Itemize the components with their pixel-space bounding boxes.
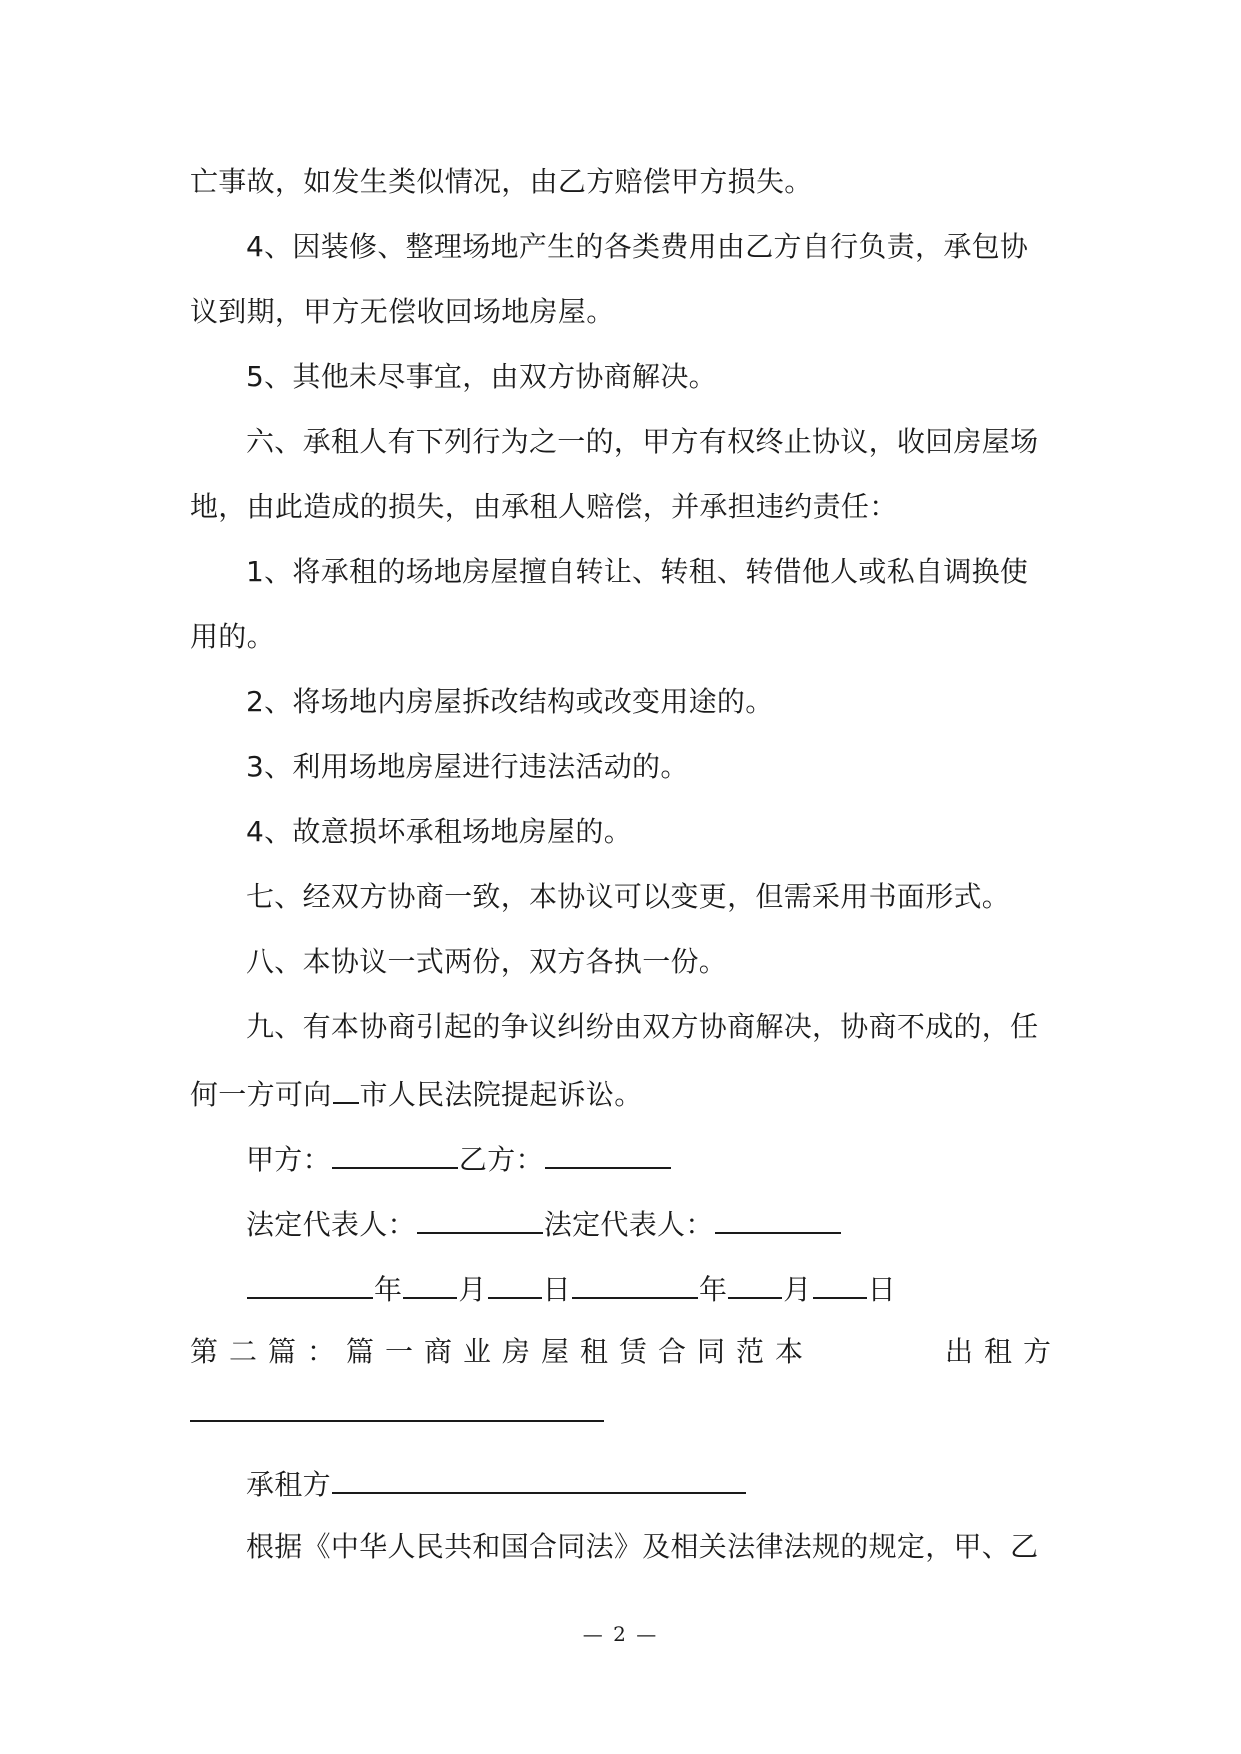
- party-a-label: 甲方：: [246, 1143, 331, 1176]
- signature-parties-line: [246, 1137, 672, 1180]
- section-title-row: [190, 1332, 1062, 1372]
- year-a-blank: [247, 1267, 373, 1299]
- section-title: 第二篇：篇一商业房屋租赁合同范本: [190, 1335, 815, 1368]
- rep-b-label: 法定代表人：: [543, 1208, 714, 1241]
- lessor-label: 出租方: [944, 1335, 1062, 1368]
- court-blank: [333, 1072, 359, 1104]
- rep-a-label: 法定代表人：: [246, 1208, 416, 1241]
- month-label: 月: [783, 1273, 812, 1306]
- paragraph-line: 3、利用场地房屋进行违法活动的。: [246, 750, 689, 783]
- lessee-label: 承租方: [246, 1468, 331, 1501]
- paragraph-line: 九、有本协商引起的争议纠纷由双方协商解决，协商不成的，任: [246, 1010, 1039, 1043]
- lessee-line: [246, 1462, 747, 1505]
- paragraph-line: 地，由此造成的损失，由承租人赔偿，并承担违约责任：: [190, 490, 898, 523]
- paragraph-line: 4、故意损坏承租场地房屋的。: [246, 815, 633, 848]
- party-b-label: 乙方：: [458, 1143, 544, 1176]
- paragraph-line: 七、经双方协商一致，本协议可以变更，但需采用书面形式。: [246, 880, 1011, 913]
- page-number: — 2 —: [582, 1622, 659, 1646]
- paragraph-line: 4、因装修、整理场地产生的各类费用由乙方自行负责，承包协: [246, 230, 1029, 263]
- paragraph-line: 5、其他未尽事宜，由双方协商解决。: [246, 360, 717, 393]
- month-a-blank: [403, 1267, 457, 1299]
- day-label: 日: [867, 1273, 896, 1306]
- rep-b-blank: [715, 1202, 841, 1234]
- paragraph-line: 八、本协议一式两份，双方各执一份。: [246, 945, 728, 978]
- month-label: 月: [458, 1273, 487, 1306]
- paragraph-line: 用的。: [190, 620, 275, 653]
- paragraph-line: 议到期，甲方无偿收回场地房屋。: [190, 295, 615, 328]
- paragraph-line: 根据《中华人民共和国合同法》及相关法律法规的规定，甲、乙: [246, 1530, 1039, 1563]
- paragraph-line: 六、承租人有下列行为之一的，甲方有权终止协议，收回房屋场: [246, 425, 1039, 458]
- signature-date-line: [246, 1267, 896, 1310]
- lessee-blank: [332, 1462, 746, 1494]
- paragraph-line: 亡事故，如发生类似情况，由乙方赔偿甲方损失。: [190, 165, 813, 198]
- day-a-blank: [488, 1267, 542, 1299]
- day-label: 日: [542, 1273, 571, 1306]
- month-b-blank: [728, 1267, 782, 1299]
- party-a-blank: [332, 1137, 458, 1169]
- year-label: 年: [374, 1273, 403, 1306]
- paragraph-line: [190, 1072, 643, 1115]
- signature-reps-line: [246, 1202, 842, 1245]
- rep-a-blank: [417, 1202, 543, 1234]
- paragraph-line: 2、将场地内房屋拆改结构或改变用途的。: [246, 685, 774, 718]
- year-label: 年: [698, 1273, 728, 1306]
- lessor-blank: [190, 1420, 604, 1422]
- party-b-blank: [545, 1137, 671, 1169]
- paragraph-text: 市人民法院提起诉讼。: [359, 1078, 643, 1111]
- paragraph-line: 1、将承租的场地房屋擅自转让、转租、转借他人或私自调换使: [246, 555, 1029, 588]
- year-b-blank: [572, 1267, 698, 1299]
- day-b-blank: [813, 1267, 867, 1299]
- paragraph-text: 何一方可向: [190, 1078, 332, 1111]
